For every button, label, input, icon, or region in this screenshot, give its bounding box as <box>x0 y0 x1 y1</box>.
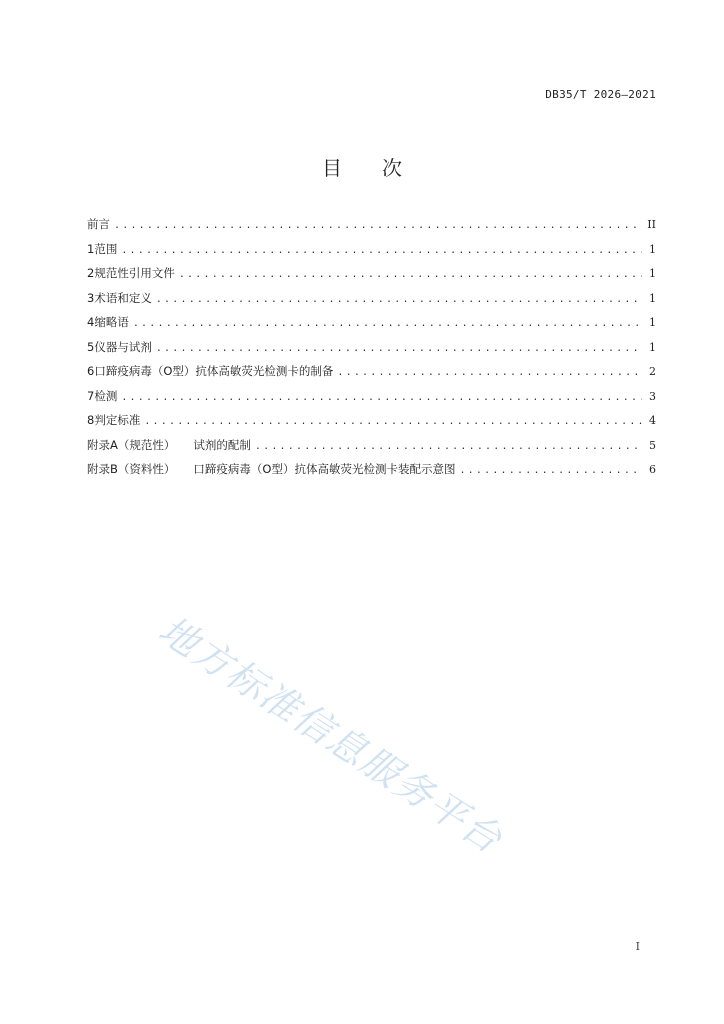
toc-entry-label: 规范性引用文件 <box>94 266 175 280</box>
toc-entry-page: 6 <box>649 463 656 476</box>
toc-leader-dots <box>156 294 642 305</box>
toc-entry-4[interactable] <box>87 314 656 339</box>
toc-entry-number: 5 <box>87 339 95 354</box>
toc-entry-6[interactable] <box>87 363 656 388</box>
toc-entry-label: 缩略语 <box>94 315 129 329</box>
toc-entry-label: 判定标准 <box>94 413 141 427</box>
toc-entry-number: 3 <box>87 290 95 305</box>
page-number: I <box>635 940 640 953</box>
toc-entry-5[interactable] <box>87 339 656 364</box>
toc-entry-number: 2 <box>87 266 95 280</box>
toc-entry-number: 1 <box>87 241 95 256</box>
toc-leader-dots <box>459 465 642 476</box>
toc-entry-label: 范围 <box>94 241 118 256</box>
toc-entry-1[interactable] <box>87 241 656 266</box>
toc-entry-number: 8 <box>87 413 95 427</box>
toc-entry-label: 术语和定义 <box>94 290 152 305</box>
toc-entry-appendix-a[interactable] <box>87 437 656 462</box>
toc-leader-dots <box>179 269 642 280</box>
toc-entry-number: 6 <box>87 364 95 378</box>
toc-entry-page: 1 <box>649 267 656 280</box>
toc-entry-page: 1 <box>649 291 656 305</box>
toc-leader-dots <box>337 367 642 378</box>
toc-entry-label: 检测 <box>94 388 118 403</box>
toc-entry-appendix-b[interactable] <box>87 461 656 486</box>
table-of-contents <box>87 216 656 486</box>
toc-entry-page: 2 <box>649 365 656 378</box>
toc-leader-dots <box>255 441 642 452</box>
toc-entry-8[interactable] <box>87 412 656 437</box>
watermark: 地方标准信息服务平台 <box>151 607 511 863</box>
toc-entry-page: 1 <box>649 316 656 329</box>
toc-entry-label: 口蹄疫病毒（O型）抗体高敏荧光检测卡装配示意图 <box>193 462 456 476</box>
toc-leader-dots <box>121 392 642 403</box>
toc-entry-foreword[interactable] <box>87 216 656 241</box>
toc-entry-page: 1 <box>649 340 656 354</box>
toc-entry-label: 前言 <box>87 217 110 231</box>
title-char-1: 目 <box>322 156 342 180</box>
toc-leader-dots <box>121 245 642 256</box>
toc-entry-label: 口蹄疫病毒（O型）抗体高敏荧光检测卡的制备 <box>94 364 334 378</box>
toc-entry-7[interactable] <box>87 388 656 413</box>
toc-leader-dots <box>156 343 642 354</box>
document-code: DB35/T 2026—2021 <box>545 88 656 101</box>
toc-entry-page: 3 <box>649 389 656 403</box>
toc-entry-2[interactable] <box>87 265 656 290</box>
toc-entry-label: 仪器与试剂 <box>94 339 152 354</box>
toc-entry-page: 4 <box>649 414 656 427</box>
toc-entry-number: 7 <box>87 388 95 403</box>
toc-entry-3[interactable] <box>87 290 656 315</box>
toc-appendix-label: 附录A（规范性） <box>87 437 176 452</box>
toc-entry-label: 试剂的配制 <box>193 437 251 452</box>
toc-entry-page: 5 <box>649 438 656 452</box>
title-char-2: 次 <box>382 156 402 180</box>
toc-leader-dots <box>144 416 642 427</box>
toc-entry-number: 4 <box>87 315 95 329</box>
toc-leader-dots <box>133 318 642 329</box>
toc-appendix-label: 附录B（资料性） <box>87 462 176 476</box>
page-title <box>0 152 724 181</box>
toc-entry-page: 1 <box>649 242 656 256</box>
toc-leader-dots <box>114 220 642 231</box>
toc-entry-page: II <box>647 218 656 231</box>
